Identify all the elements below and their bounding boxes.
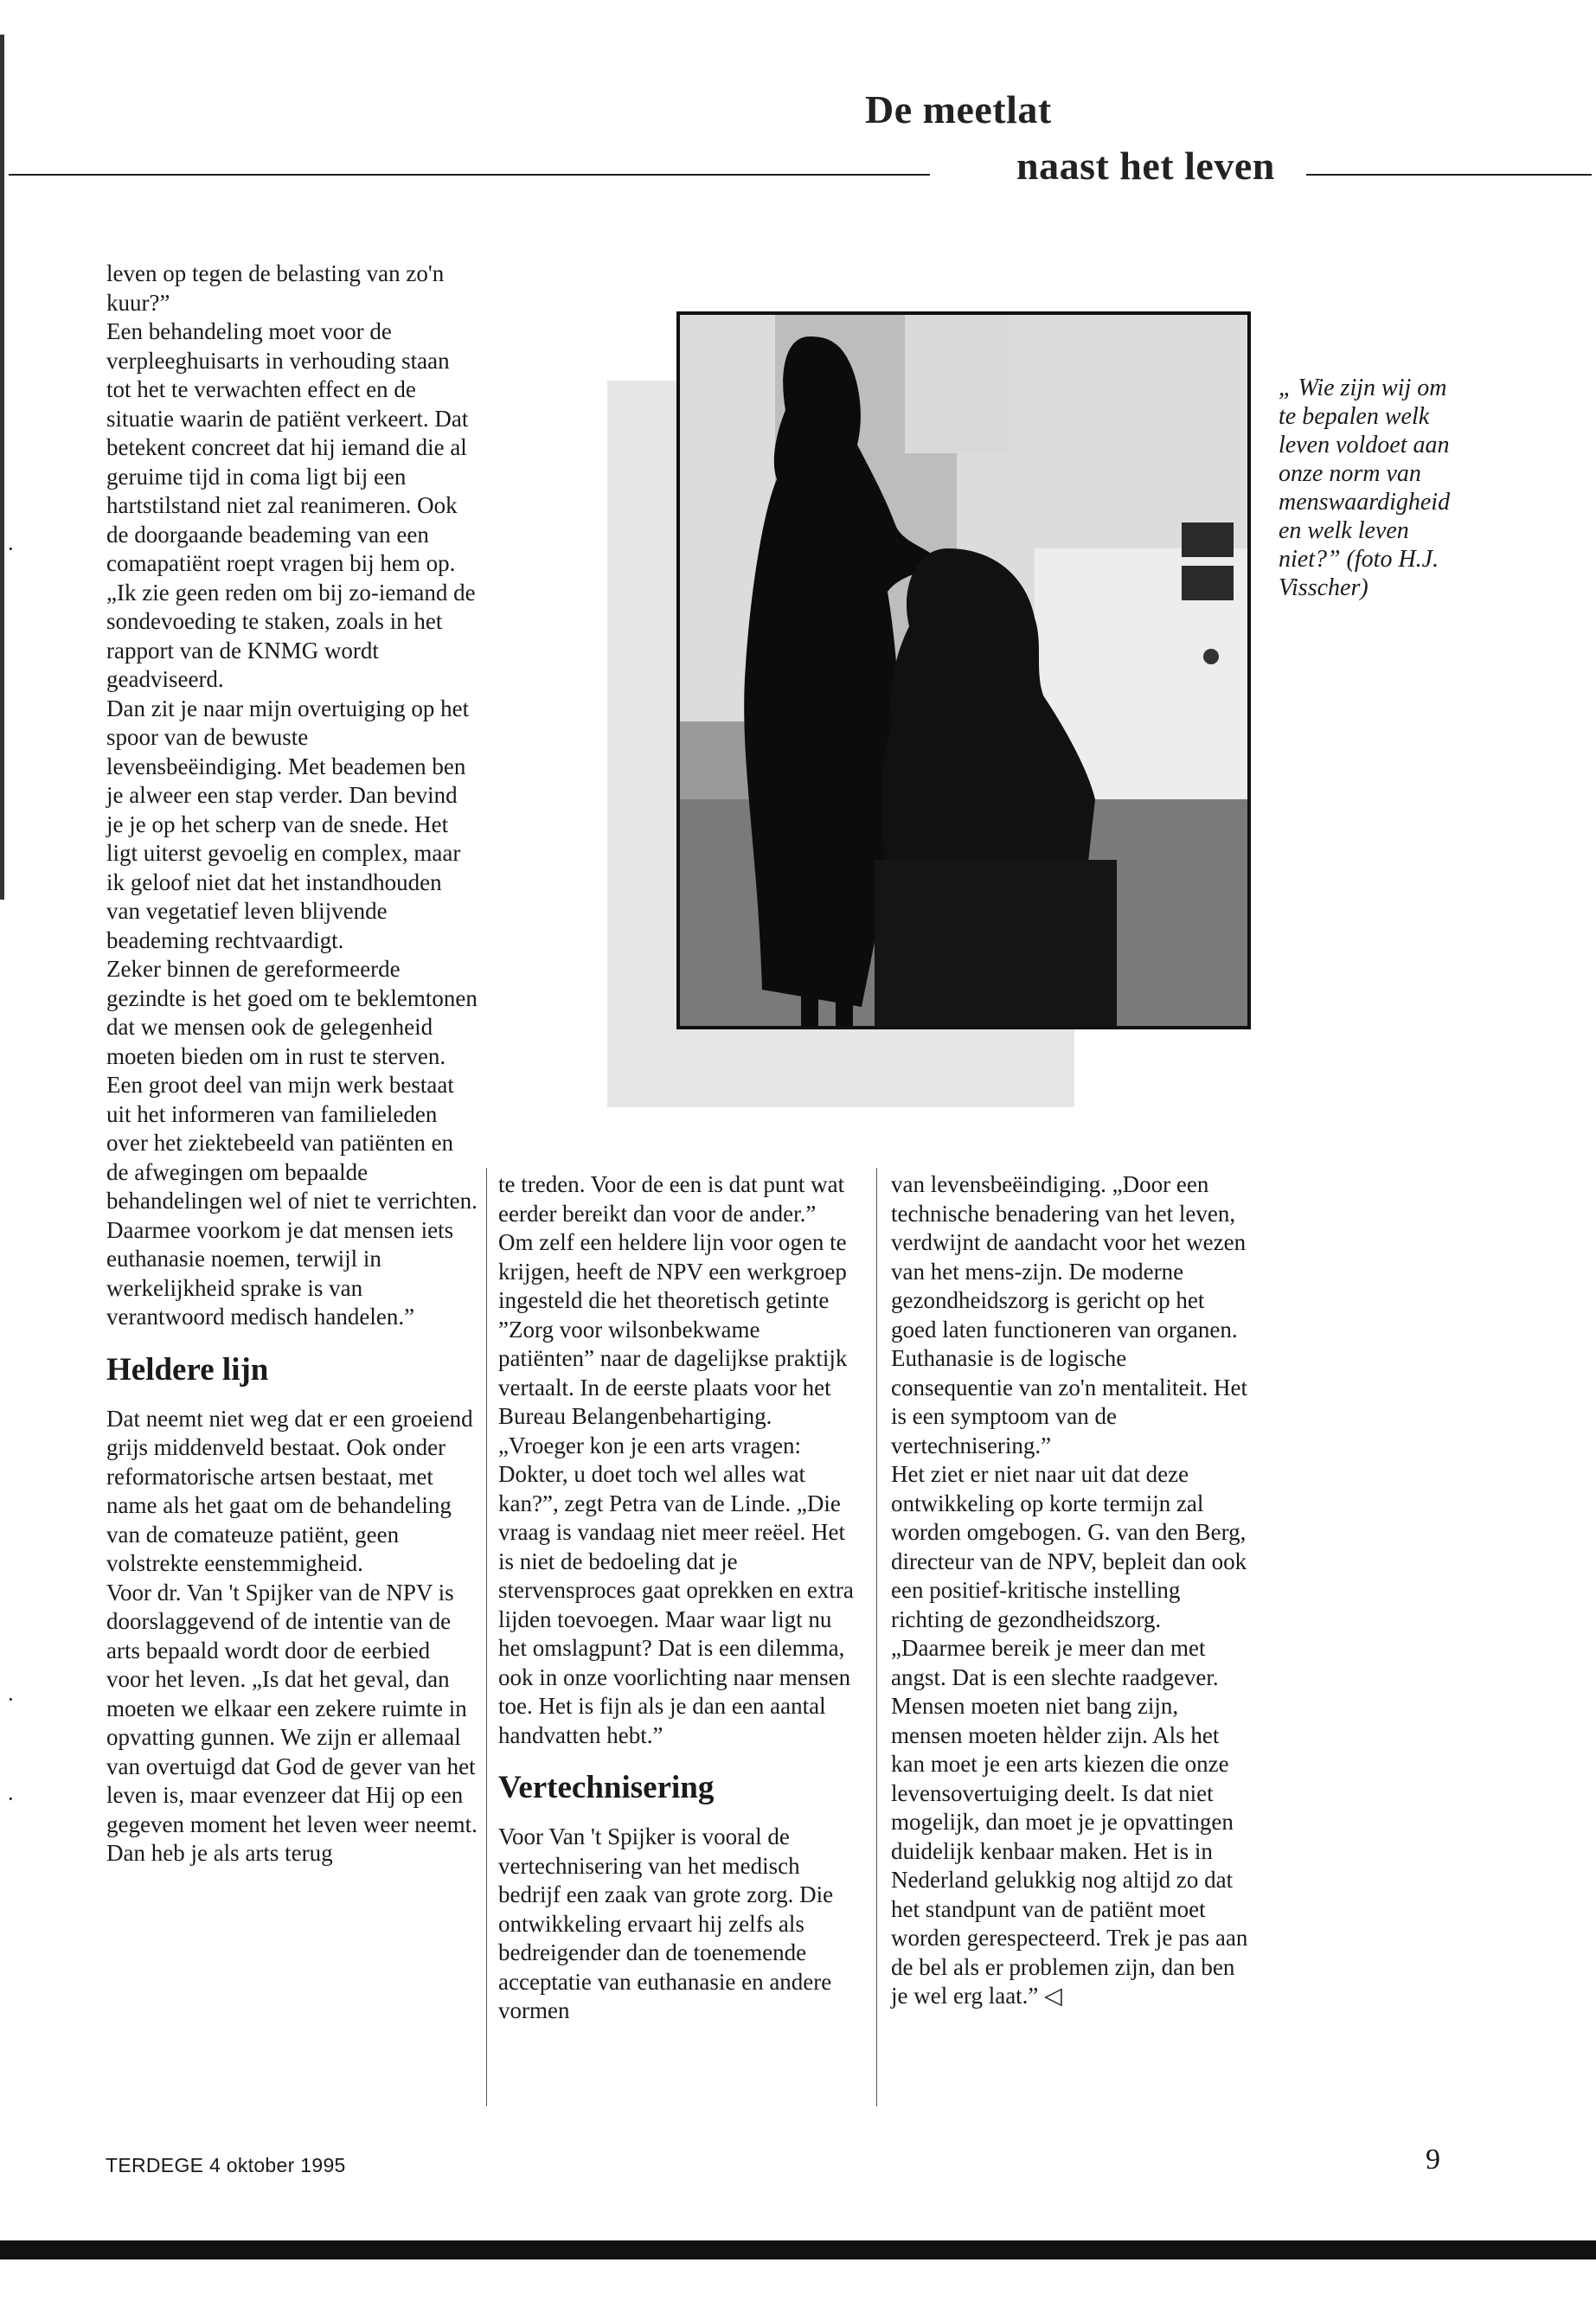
- paragraph: Dan zit je naar mijn overtuiging op het spoor van de bewuste levensbeëindiging. Met beademen ben je alweer een stap verder. Dan bevind je je op het scherp van de snede. Het ligt uiterst gevoelig en complex, maar ik geloof niet dat het instandhouden van vegetatief leven blijvende beademing rechtvaardigt.: [106, 695, 470, 953]
- text-column-1: [106, 260, 478, 1868]
- paragraph: leven op tegen de belasting van zo'n kuur?”: [106, 260, 445, 316]
- publication-footer: TERDEGE 4 oktober 1995: [106, 2154, 346, 2176]
- article-title-line1: De meetlat: [865, 87, 1052, 131]
- photo-illustration: [680, 315, 1247, 1026]
- paragraph: te treden. Voor de een is dat punt wat eerder bereikt dan voor de ander.”: [498, 1171, 845, 1227]
- text-column-2: [498, 1170, 857, 2026]
- paragraph: Voor Van 't Spijker is vooral de vertechnisering van het medisch bedrijf een zaak van grote zorg. Die ontwikkeling ervaart hij zelfs als bedreigender dan de toenemende acceptatie van euthanasie en andere vormen: [498, 1823, 834, 2023]
- scan-mark: ·: [7, 1687, 15, 1712]
- paragraph: „Ik zie geen reden om bij zo-iemand de sondevoeding te staken, zoals in het rapport van de KNMG wordt geadviseerd.: [106, 579, 476, 692]
- header-rule-left: [9, 174, 930, 176]
- scan-mark: ·: [7, 536, 15, 561]
- paragraph: Om zelf een heldere lijn voor ogen te krijgen, heeft de NPV een werkgroep ingesteld die het theoretisch getinte ”Zorg voor wilsonbekwame patiënten” naar de dagelijkse praktijk vertaalt. In de eerste plaats voor het Bureau Belangenbehartiging.: [498, 1229, 848, 1429]
- header-rule-right: [1306, 174, 1592, 176]
- bottom-scan-band: [0, 2240, 1596, 2259]
- article-photo: [676, 311, 1251, 1029]
- scan-mark: ·: [7, 1786, 15, 1811]
- paragraph: „Vroeger kon je een arts vragen: Dokter, u doet toch wel alles wat kan?”, zegt Petra van de Linde. „Die vraag is vandaag niet meer reëel. Het is niet de bedoeling dat je stervensproces gaat oprekken en extra lijden toevoegen. Maar waar ligt nu het omslagpunt? Dat is een dilemma, ook in onze voorlichting naar mensen toe. Het is fijn als je dan een aantal handvatten hebt.”: [498, 1432, 854, 1748]
- paragraph: Een behandeling moet voor de verpleeghuisarts in verhouding staan tot het te verwachten effect en de situatie waarin de patiënt verkeert. Dat betekent concreet dat hij iemand die al geruime tijd in coma ligt bij een hartstilstand niet zal reanimeren. Ook de doorgaande beademing van een comapatiënt roept vragen bij hem op.: [106, 318, 469, 576]
- column-divider: [486, 1168, 487, 2106]
- paragraph: Voor dr. Van 't Spijker van de NPV is doorslaggevend of de intentie van de arts bepaald wordt door de eerbied voor het leven. „Is dat het geval, dan moeten we elkaar een zekere ruimte in opvatting gunnen. We zijn er allemaal van overtuigd dat God de gever van het leven is, maar evenzeer dat Hij op een gegeven moment het leven weer neemt. Dan heb je als arts terug: [106, 1579, 478, 1866]
- column-divider: [876, 1168, 877, 2106]
- page-number: 9: [1426, 2144, 1440, 2176]
- paragraph: van levensbeëindiging. „Door een technische benadering van het leven, verdwijnt de aandacht voor het wezen van het mens-zijn. De moderne gezondheidszorg is gericht op het goed laten functioneren van organen. Euthanasie is de logische consequentie van zo'n mentaliteit. Het is een symptoom van de vertechnisering.”: [891, 1171, 1247, 1458]
- section-heading: Heldere lijn: [106, 1351, 269, 1388]
- paragraph: Dat neemt niet weg dat er een groeiend grijs middenveld bestaat. Ook onder reformatorische artsen bestaat, met name als het gaat om de behandeling van de comateuze patiënt, geen volstrekte eenstemmigheid.: [106, 1405, 473, 1576]
- text-column-3: [891, 1170, 1250, 2011]
- paragraph: Het ziet er niet naar uit dat deze ontwikkeling op korte termijn zal worden omgebogen. G. van den Berg, directeur van de NPV, bepleit dan ook een positief-kritische instelling richting de gezondheidszorg. „Daarmee bereik je meer dan met angst. Dat is een slechte raadgever. Mensen moeten niet bang zijn, mensen moeten hèlder zijn. Als het kan moet je een arts kiezen die onze levensovertuiging deelt. Is dat niet mogelijk, dan moet je je opvattingen duidelijk kenbaar maken. Het is in Nederland gelukkig nog altijd zo dat het standpunt van de patiënt moet worden gerespecteerd. Trek je pas aan de bel als er problemen zijn, dan ben je wel erg laat.” ◁: [891, 1461, 1248, 2009]
- paragraph: Zeker binnen de gereformeerde gezindte is het goed om te beklemtonen dat we mensen ook de gelegenheid moeten bieden om in rust te sterven. Een groot deel van mijn werk bestaat uit het informeren van familieleden over het ziektebeeld van patiënten en de afwegingen om bepaalde behandelingen wel of niet te verrichten. Daarmee voorkom je dat mensen iets euthanasie noemen, terwijl in werkelijkheid sprake is van verantwoord medisch handelen.”: [106, 956, 478, 1330]
- photo-caption: „ Wie zijn wij om te bepalen welk leven voldoet aan onze norm van menswaardigheid en welk leven niet?” (foto H.J. Visscher): [1279, 375, 1451, 601]
- section-heading: Vertechnisering: [498, 1770, 715, 1805]
- left-edge-rule: [0, 35, 4, 900]
- article-title-line2: naast het leven: [1016, 144, 1275, 188]
